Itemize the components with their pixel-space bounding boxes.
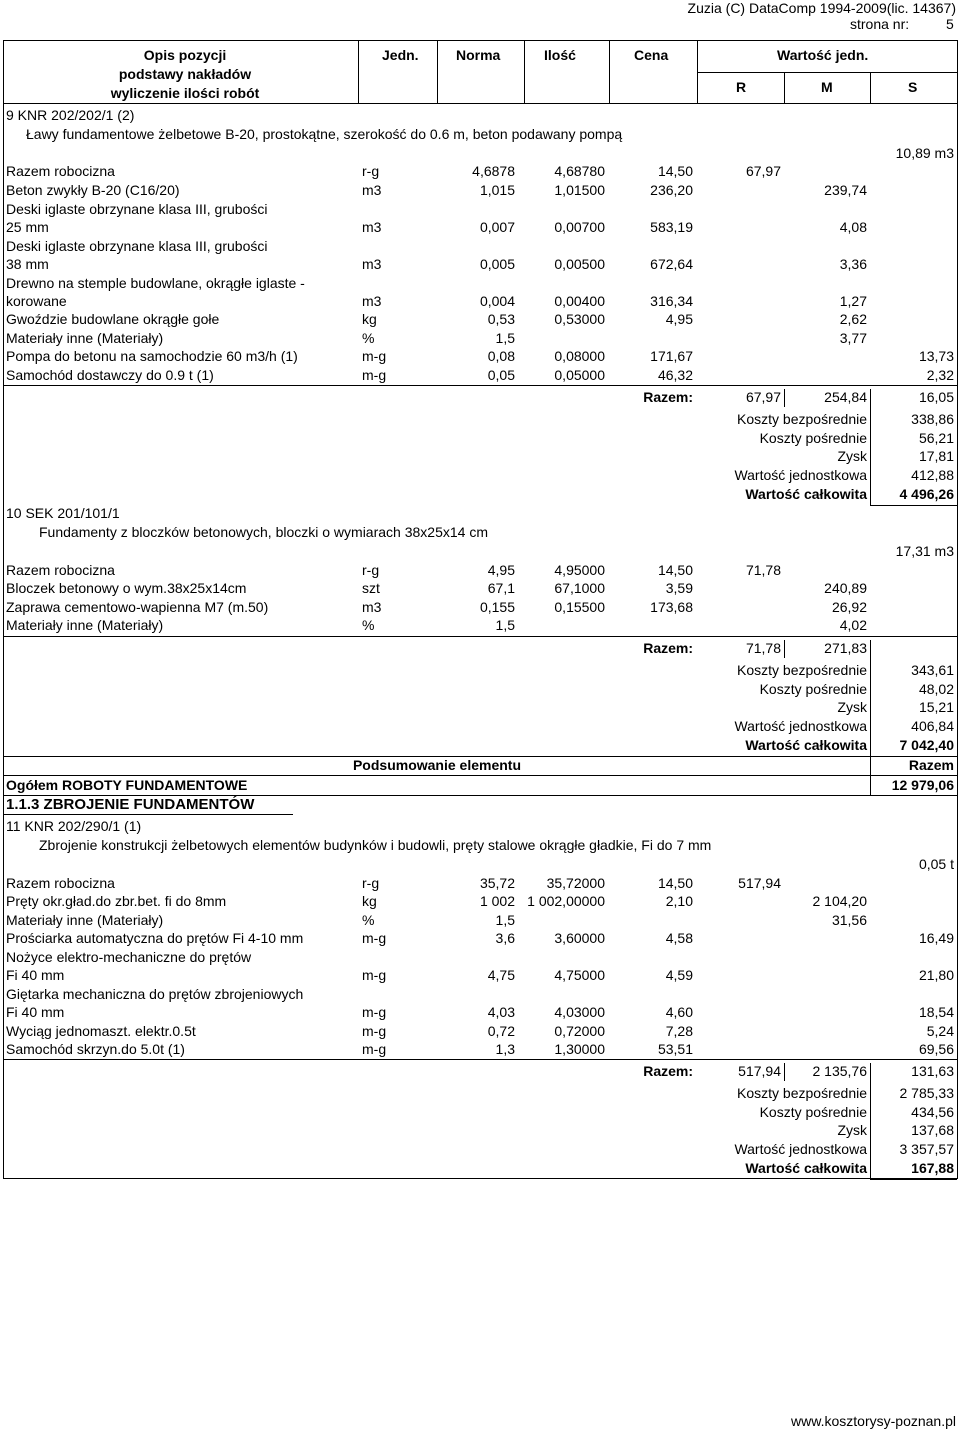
- cell-ilosc: 67,1000: [554, 580, 605, 596]
- cell-wartosc-m: Wartość całkowita: [745, 1160, 867, 1176]
- cell-opis: Fundamenty z bloczków betonowych, bloczki o wymiarach 38x25x14 cm: [39, 524, 488, 540]
- cell-wartosc-s: 167,88: [911, 1160, 954, 1176]
- cell-jedn: %: [362, 617, 375, 633]
- cell-ilosc: 3,60000: [554, 930, 605, 946]
- cell-norma: 4,75: [487, 967, 515, 983]
- cell-ilosc: 0,15500: [554, 599, 605, 615]
- cell-jedn: m-g: [362, 1004, 387, 1020]
- cell-opis: Gwoździe budowlane okrągłe gołe: [6, 311, 220, 327]
- cell-norma: 67,1: [487, 580, 515, 596]
- cell-cena: 2,10: [665, 893, 693, 909]
- cell-wartosc-m: Zysk: [837, 699, 867, 715]
- cell-wartosc-s: 434,56: [911, 1104, 954, 1120]
- cell-jedn: m-g: [362, 348, 387, 364]
- section-line: [3, 775, 958, 776]
- header-s: S: [908, 79, 918, 95]
- cell-wartosc-s: Razem: [908, 757, 954, 773]
- footer-url: www.kosztorysy-poznan.pl: [791, 1413, 956, 1429]
- cell-wartosc-r: 517,94: [738, 875, 781, 891]
- cell-wartosc-s: 18,54: [918, 1004, 954, 1020]
- header-norma: Norma: [456, 47, 501, 63]
- cell-opis: korowane: [6, 293, 67, 309]
- cell-norma: 1,3: [495, 1041, 515, 1057]
- cell-wartosc-s: 406,84: [911, 718, 954, 734]
- cell-wartosc-s: 10,89 m3: [895, 145, 954, 161]
- cell-opis: 25 mm: [6, 219, 49, 235]
- cell-wartosc-m: Zysk: [837, 448, 867, 464]
- cell-wartosc-s: 0,05 t: [918, 856, 954, 872]
- cell-wartosc-m: Koszty bezpośrednie: [737, 1085, 867, 1101]
- cell-jedn: m3: [362, 256, 382, 272]
- cell-wartosc-m: Zysk: [837, 1122, 867, 1138]
- cell-ilosc: 4,03000: [554, 1004, 605, 1020]
- cell-opis: Bloczek betonowy o wym.38x25x14cm: [6, 580, 247, 596]
- header-opis-2: podstawy nakładów: [118, 66, 252, 82]
- cell-opis: Beton zwykły B-20 (C16/20): [6, 182, 180, 198]
- cell-opis: Razem robocizna: [6, 875, 115, 891]
- cell-wartosc-s: 7 042,40: [899, 737, 954, 753]
- cell-norma: 35,72: [479, 875, 515, 891]
- cell-wartosc-s: 16,05: [918, 389, 954, 405]
- cell-wartosc-m: 254,84: [824, 389, 867, 405]
- cell-wartosc-s: 131,63: [911, 1063, 954, 1079]
- cell-opis: 11 KNR 202/290/1 (1): [6, 818, 142, 834]
- razem-separator: [3, 636, 958, 637]
- cell-norma: 0,155: [479, 599, 515, 615]
- cell-opis: Samochód dostawczy do 0.9 t (1): [6, 367, 214, 383]
- cell-opis: Materiały inne (Materiały): [6, 617, 164, 633]
- grid-col-line-m: [870, 72, 871, 104]
- cell-opis: Ławy fundamentowe żelbetowe B-20, prostokątne, szerokość do 0.6 m, beton podawany pompą: [26, 126, 623, 142]
- cell-section-summary: Podsumowanie elementu: [352, 757, 522, 773]
- cell-wartosc-s: 15,21: [918, 699, 954, 715]
- cell-jedn: r-g: [362, 163, 380, 179]
- cell-wartosc-r: 517,94: [738, 1063, 781, 1079]
- cell-norma: 0,007: [479, 219, 515, 235]
- grid-wartosc-sub-line: [697, 72, 957, 73]
- cell-jedn: r-g: [362, 562, 380, 578]
- cell-norma: 0,005: [479, 256, 515, 272]
- summary-box-line: [870, 1081, 871, 1179]
- section-line: [3, 814, 293, 815]
- summary-box-line: [870, 505, 957, 506]
- cell-wartosc-m: 26,92: [831, 599, 867, 615]
- cell-cena: 4,58: [665, 930, 693, 946]
- razem-separator: [3, 1059, 958, 1060]
- cell-wartosc-s: 16,49: [918, 930, 954, 946]
- cell-cena: 4,60: [665, 1004, 693, 1020]
- cell-ilosc: 0,00400: [554, 293, 605, 309]
- cell-norma: 4,6878: [472, 163, 515, 179]
- cell-wartosc-m: Wartość całkowita: [745, 737, 867, 753]
- cell-opis: Pręty okr.gład.do zbr.bet. fi do 8mm: [6, 893, 227, 909]
- cell-wartosc-r: 67,97: [745, 389, 781, 405]
- grid-col-line-opis: [358, 40, 359, 104]
- cell-cena: 7,28: [665, 1023, 693, 1039]
- header-jedn: Jedn.: [382, 47, 419, 63]
- cell-wartosc-s: 17,31 m3: [895, 543, 954, 559]
- cell-norma: 0,05: [487, 367, 515, 383]
- cell-jedn: m3: [362, 219, 382, 235]
- cell-jedn: m-g: [362, 1023, 387, 1039]
- cell-norma: 0,53: [487, 311, 515, 327]
- cell-wartosc-m: Koszty pośrednie: [759, 430, 867, 446]
- cell-wartosc-m: 2,62: [839, 311, 867, 327]
- grid-bottom-line: [3, 1178, 958, 1179]
- cell-cena: Razem:: [643, 640, 693, 656]
- cell-opis: Materiały inne (Materiały): [6, 330, 164, 346]
- section-line: [870, 756, 871, 795]
- cell-norma: 0,72: [487, 1023, 515, 1039]
- cell-jedn: m3: [362, 599, 382, 615]
- cell-norma: 1,015: [479, 182, 515, 198]
- copyright-text: Zuzia (C) DataComp 1994-2009(lic. 14367): [687, 0, 956, 16]
- cell-jedn: r-g: [362, 875, 380, 891]
- cell-jedn: kg: [362, 311, 377, 327]
- cell-wartosc-s: 4 496,26: [899, 486, 954, 502]
- cell-cena: 173,68: [650, 599, 693, 615]
- cell-opis: Nożyce elektro-mechaniczne do prętów: [6, 949, 252, 965]
- cell-cena: 672,64: [650, 256, 693, 272]
- cell-wartosc-m: 31,56: [831, 912, 867, 928]
- cell-ilosc: 0,05000: [554, 367, 605, 383]
- cell-wartosc-s: 17,81: [918, 448, 954, 464]
- cell-ilosc: 0,00500: [554, 256, 605, 272]
- cell-opis: 9 KNR 202/202/1 (2): [6, 107, 135, 123]
- cell-norma: 3,6: [495, 930, 515, 946]
- cell-norma: 4,95: [487, 562, 515, 578]
- cell-jedn: szt: [362, 580, 380, 596]
- page-number: 5: [946, 16, 954, 32]
- cell-wartosc-m: Wartość jednostkowa: [734, 718, 867, 734]
- summary-box-line: [870, 389, 871, 407]
- cell-wartosc-m: 2 104,20: [812, 893, 867, 909]
- summary-box-line: [784, 640, 785, 658]
- cell-norma: 1,5: [495, 330, 515, 346]
- cell-opis: Deski iglaste obrzynane klasa III, grubości: [6, 201, 268, 217]
- cell-opis: Razem robocizna: [6, 562, 115, 578]
- cell-jedn: %: [362, 330, 375, 346]
- cell-jedn: %: [362, 912, 375, 928]
- cell-norma: 1 002: [479, 893, 515, 909]
- header-cena: Cena: [634, 47, 669, 63]
- cell-opis: 10 SEK 201/101/1: [6, 505, 120, 521]
- cell-norma: 1,5: [495, 617, 515, 633]
- cell-wartosc-m: 3,77: [839, 330, 867, 346]
- page-number-label: strona nr:: [850, 16, 910, 32]
- grid-col-line-ilosc: [609, 40, 610, 104]
- cell-ilosc: 4,75000: [554, 967, 605, 983]
- cell-opis: 1.1.3 ZBROJENIE FUNDAMENTÓW: [6, 796, 255, 813]
- cell-jedn: m3: [362, 182, 382, 198]
- cell-wartosc-m: 4,02: [839, 617, 867, 633]
- cell-opis: 38 mm: [6, 256, 49, 272]
- header-m: M: [821, 79, 833, 95]
- cell-norma: 4,03: [487, 1004, 515, 1020]
- summary-box-line: [870, 407, 871, 505]
- cell-opis: Ogółem ROBOTY FUNDAMENTOWE: [6, 777, 248, 793]
- cell-cena: 3,59: [665, 580, 693, 596]
- grid-right-line: [957, 40, 958, 1179]
- cell-ilosc: 1,01500: [554, 182, 605, 198]
- header-ilosc: Ilość: [544, 47, 576, 63]
- cell-norma: 0,004: [479, 293, 515, 309]
- cell-opis: Pompa do betonu na samochodzie 60 m3/h (1): [6, 348, 298, 364]
- cell-opis: Samochód skrzyn.do 5.0t (1): [6, 1041, 185, 1057]
- cell-opis: Wyciąg jednomaszt. elektr.0.5t: [6, 1023, 196, 1039]
- cell-wartosc-s: 338,86: [911, 411, 954, 427]
- cell-cena: 171,67: [650, 348, 693, 364]
- section-line: [3, 756, 958, 757]
- cell-wartosc-s: 5,24: [926, 1023, 954, 1039]
- cell-wartosc-s: 12 979,06: [891, 777, 954, 793]
- cell-wartosc-m: Wartość jednostkowa: [734, 1141, 867, 1157]
- header-opis-3: wyliczenie ilości robót: [110, 85, 260, 101]
- cell-jedn: m3: [362, 293, 382, 309]
- cell-ilosc: 0,08000: [554, 348, 605, 364]
- cell-ilosc: 4,68780: [554, 163, 605, 179]
- cell-wartosc-s: 56,21: [918, 430, 954, 446]
- cell-jedn: kg: [362, 893, 377, 909]
- grid-header-bottom-line: [3, 103, 958, 104]
- cell-ilosc: 1,30000: [554, 1041, 605, 1057]
- summary-box-line: [870, 1179, 957, 1180]
- cell-opis: Zaprawa cementowo-wapienna M7 (m.50): [6, 599, 269, 615]
- cell-jedn: m-g: [362, 1041, 387, 1057]
- summary-box-line: [870, 640, 871, 658]
- cell-norma: 1,5: [495, 912, 515, 928]
- grid-col-line-jedn: [437, 40, 438, 104]
- cell-cena: 4,95: [665, 311, 693, 327]
- cell-opis: Razem robocizna: [6, 163, 115, 179]
- cell-cena: Razem:: [643, 1063, 693, 1079]
- cell-opis: Zbrojenie konstrukcji żelbetowych elementów budynków i budowli, pręty stalowe okrągłe gładkie, Fi do 7 mm: [39, 837, 712, 853]
- cell-wartosc-s: 343,61: [911, 662, 954, 678]
- cell-wartosc-m: Wartość jednostkowa: [734, 467, 867, 483]
- cell-wartosc-s: 3 357,57: [899, 1141, 954, 1157]
- cell-wartosc-m: 3,36: [839, 256, 867, 272]
- cell-wartosc-m: 1,27: [839, 293, 867, 309]
- cell-wartosc-s: 13,73: [918, 348, 954, 364]
- cell-wartosc-r: 71,78: [745, 562, 781, 578]
- cell-opis: Prościarka automatyczna do prętów Fi 4-10 mm: [6, 930, 304, 946]
- cell-norma: 0,08: [487, 348, 515, 364]
- cell-opis: Fi 40 mm: [6, 1004, 65, 1020]
- cell-opis: Materiały inne (Materiały): [6, 912, 164, 928]
- cell-wartosc-s: 48,02: [918, 681, 954, 697]
- cell-cena: 236,20: [650, 182, 693, 198]
- cell-cena: Razem:: [643, 389, 693, 405]
- grid-col-line-r: [784, 72, 785, 104]
- cell-wartosc-m: 240,89: [824, 580, 867, 596]
- cell-wartosc-m: 271,83: [824, 640, 867, 656]
- header-opis-1: Opis pozycji: [143, 47, 227, 63]
- cell-wartosc-m: Koszty bezpośrednie: [737, 662, 867, 678]
- cell-wartosc-m: 4,08: [839, 219, 867, 235]
- cell-wartosc-m: 239,74: [824, 182, 867, 198]
- header-wartosc-jedn: Wartość jedn.: [777, 47, 869, 63]
- cell-wartosc-s: 2 785,33: [899, 1085, 954, 1101]
- cell-jedn: m-g: [362, 367, 387, 383]
- cell-opis: Giętarka mechaniczna do prętów zbrojeniowych: [6, 986, 304, 1002]
- cell-wartosc-m: Wartość całkowita: [745, 486, 867, 502]
- cell-ilosc: 0,53000: [554, 311, 605, 327]
- cell-wartosc-r: 67,97: [745, 163, 781, 179]
- cell-opis: Deski iglaste obrzynane klasa III, grubości: [6, 238, 268, 254]
- cell-wartosc-m: 2 135,76: [812, 1063, 867, 1079]
- cell-wartosc-s: 2,32: [926, 367, 954, 383]
- cell-opis: Drewno na stemple budowlane, okrągłe iglaste -: [6, 275, 305, 291]
- cell-ilosc: 0,72000: [554, 1023, 605, 1039]
- summary-box-line: [870, 658, 871, 756]
- cell-ilosc: 4,95000: [554, 562, 605, 578]
- cell-wartosc-m: Koszty pośrednie: [759, 1104, 867, 1120]
- summary-box-line: [870, 1063, 871, 1081]
- cell-cena: 583,19: [650, 219, 693, 235]
- cell-cena: 4,59: [665, 967, 693, 983]
- cell-ilosc: 35,72000: [546, 875, 605, 891]
- cell-wartosc-m: Koszty pośrednie: [759, 681, 867, 697]
- cell-wartosc-s: 412,88: [911, 467, 954, 483]
- cell-jedn: m-g: [362, 930, 387, 946]
- razem-separator: [3, 385, 958, 386]
- cell-ilosc: 0,00700: [554, 219, 605, 235]
- cell-wartosc-m: Koszty bezpośrednie: [737, 411, 867, 427]
- cell-cena: 14,50: [657, 875, 693, 891]
- header-r: R: [736, 79, 747, 95]
- summary-box-line: [784, 389, 785, 407]
- cell-cena: 14,50: [657, 562, 693, 578]
- cell-cena: 46,32: [657, 367, 693, 383]
- cell-wartosc-s: 137,68: [911, 1122, 954, 1138]
- section-line: [3, 795, 958, 796]
- cell-cena: 53,51: [657, 1041, 693, 1057]
- grid-left-line: [3, 40, 4, 1179]
- cell-opis: Fi 40 mm: [6, 967, 65, 983]
- cell-ilosc: 1 002,00000: [527, 893, 605, 909]
- cell-wartosc-s: 69,56: [918, 1041, 954, 1057]
- cell-cena: 316,34: [650, 293, 693, 309]
- grid-col-line-norma: [524, 40, 525, 104]
- cell-wartosc-r: 71,78: [745, 640, 781, 656]
- grid-top-line: [3, 40, 958, 41]
- summary-box-line: [784, 1063, 785, 1081]
- cell-cena: 14,50: [657, 163, 693, 179]
- cell-wartosc-s: 21,80: [918, 967, 954, 983]
- cell-jedn: m-g: [362, 967, 387, 983]
